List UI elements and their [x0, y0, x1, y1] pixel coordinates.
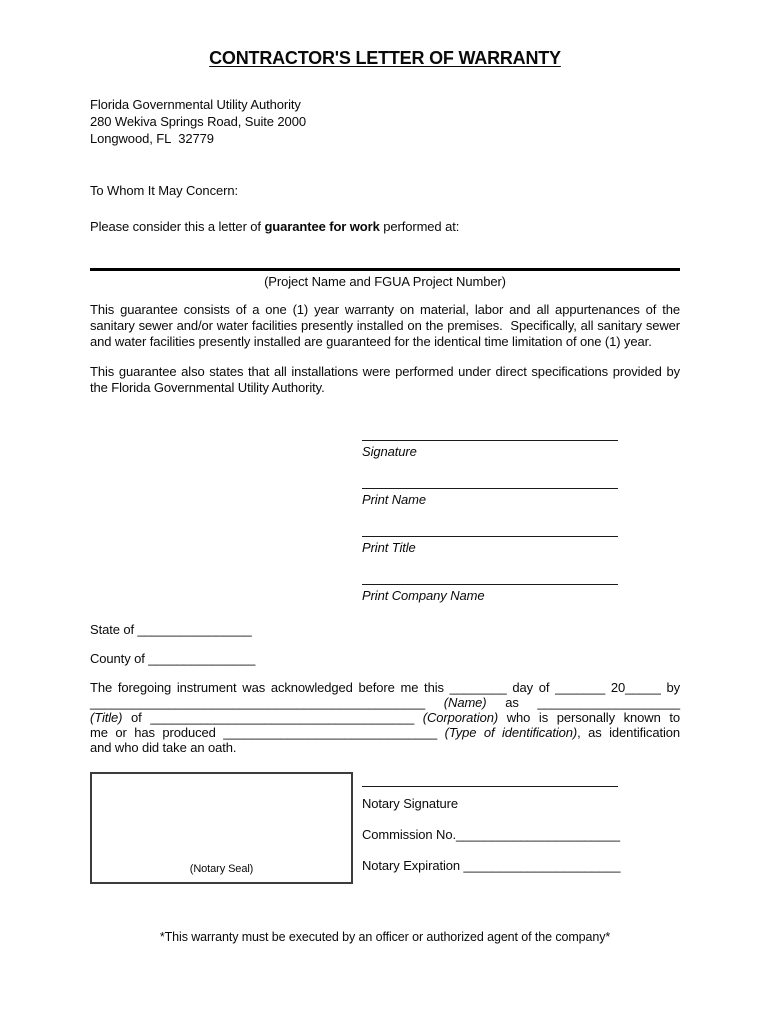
- intro-pre: Please consider this a letter of: [90, 219, 265, 234]
- commission-label: Commission No.: [362, 827, 456, 842]
- print-name-entry: [362, 488, 680, 507]
- notary-fields: [362, 772, 620, 884]
- recipient-name: Florida Governmental Utility Authority: [90, 97, 301, 112]
- print-title-line[interactable]: [362, 536, 618, 537]
- notary-seal-box: [90, 772, 353, 884]
- acknowledgment-line: [90, 710, 680, 725]
- print-title-label: Print Title: [362, 540, 416, 555]
- ack-text: 20_____ by: [605, 680, 680, 695]
- footer-note: *This warranty must be executed by an officer or authorized agent of the company*: [159, 930, 611, 944]
- ack-blank[interactable]: _____________________________________: [150, 710, 415, 725]
- print-name-line[interactable]: [362, 488, 618, 489]
- ack-text: of: [122, 710, 151, 725]
- ack-italic-hint: (Type of identification): [444, 725, 578, 740]
- signature-block: [362, 440, 680, 603]
- ack-blank[interactable]: _______________________________________________: [90, 695, 426, 710]
- expiration-label: Notary Expiration: [362, 858, 464, 873]
- ack-blank[interactable]: ________: [449, 680, 507, 695]
- recipient-city: Longwood, FL 32779: [90, 131, 214, 146]
- signature-label: Signature: [362, 444, 417, 459]
- ack-text: as: [486, 695, 538, 710]
- ack-text: , as identification: [577, 725, 681, 740]
- intro-bold: guarantee for work: [264, 219, 380, 234]
- commission-blank[interactable]: _______________________: [455, 827, 620, 842]
- notary-signature-line[interactable]: [362, 786, 618, 787]
- ack-blank[interactable]: ____________________: [537, 695, 681, 710]
- project-name-input-line[interactable]: [90, 268, 680, 271]
- state-of-line: [90, 622, 680, 637]
- acknowledgment-line: [90, 695, 680, 710]
- notary-signature-label: Notary Signature: [362, 796, 458, 811]
- signature-line[interactable]: [362, 440, 618, 441]
- intro-line: [90, 219, 680, 234]
- warranty-paragraph: This guarantee consists of a one (1) year warranty on material, labor and all appurtenances of the sanitary sewer and/or water facilities presently installed on the premises. Specifically, all sanitary sewer and water facilities presently installed are guaranteed for the identical time limitation of one (1) year.: [90, 302, 680, 349]
- company-name-label: Print Company Name: [362, 588, 485, 603]
- ack-italic-hint: (Name): [443, 695, 487, 710]
- ack-blank[interactable]: _______: [555, 680, 606, 695]
- ack-text: [425, 695, 444, 710]
- expiration-blank[interactable]: ______________________: [463, 858, 621, 873]
- project-caption: (Project Name and FGUA Project Number): [264, 274, 506, 289]
- ack-text: [414, 710, 423, 725]
- specifications-paragraph: This guarantee also states that all installations were performed under direct specifications provided by the Florida Governmental Utility Authority.: [90, 364, 680, 395]
- acknowledgment-line: [90, 680, 680, 695]
- ack-blank[interactable]: ______________________________: [223, 725, 438, 740]
- intro-post: performed at:: [379, 219, 460, 234]
- notary-expiration-line: [362, 858, 620, 873]
- print-title-entry: [362, 536, 680, 555]
- recipient-address: [90, 96, 680, 147]
- company-name-entry: [362, 584, 680, 603]
- ack-italic-hint: (Title): [90, 710, 123, 725]
- state-label: State of: [90, 622, 138, 637]
- ack-text: who is personally known to: [498, 710, 680, 725]
- company-name-line[interactable]: [362, 584, 618, 585]
- ack-text: and who did take an oath.: [90, 740, 237, 755]
- acknowledgment-paragraph: [90, 680, 680, 755]
- commission-number-line: [362, 827, 620, 842]
- county-blank[interactable]: _______________: [148, 651, 256, 666]
- salutation: To Whom It May Concern:: [90, 183, 238, 198]
- ack-text: [437, 725, 445, 740]
- ack-text: me or has produced: [90, 725, 224, 740]
- ack-text: day of: [506, 680, 556, 695]
- signature-entry: [362, 440, 680, 459]
- state-blank[interactable]: ________________: [137, 622, 252, 637]
- notary-section: [90, 772, 680, 884]
- ack-italic-hint: (Corporation): [422, 710, 499, 725]
- notary-seal-caption: (Notary Seal): [189, 863, 254, 875]
- acknowledgment-line: [90, 725, 680, 740]
- print-name-label: Print Name: [362, 492, 427, 507]
- acknowledgment-line: [90, 740, 680, 755]
- recipient-street: 280 Wekiva Springs Road, Suite 2000: [90, 114, 306, 129]
- page-title: CONTRACTOR'S LETTER OF WARRANTY: [209, 48, 561, 68]
- county-label: County of: [90, 651, 149, 666]
- ack-text: The foregoing instrument was acknowledged before me this: [90, 680, 450, 695]
- county-of-line: [90, 651, 680, 666]
